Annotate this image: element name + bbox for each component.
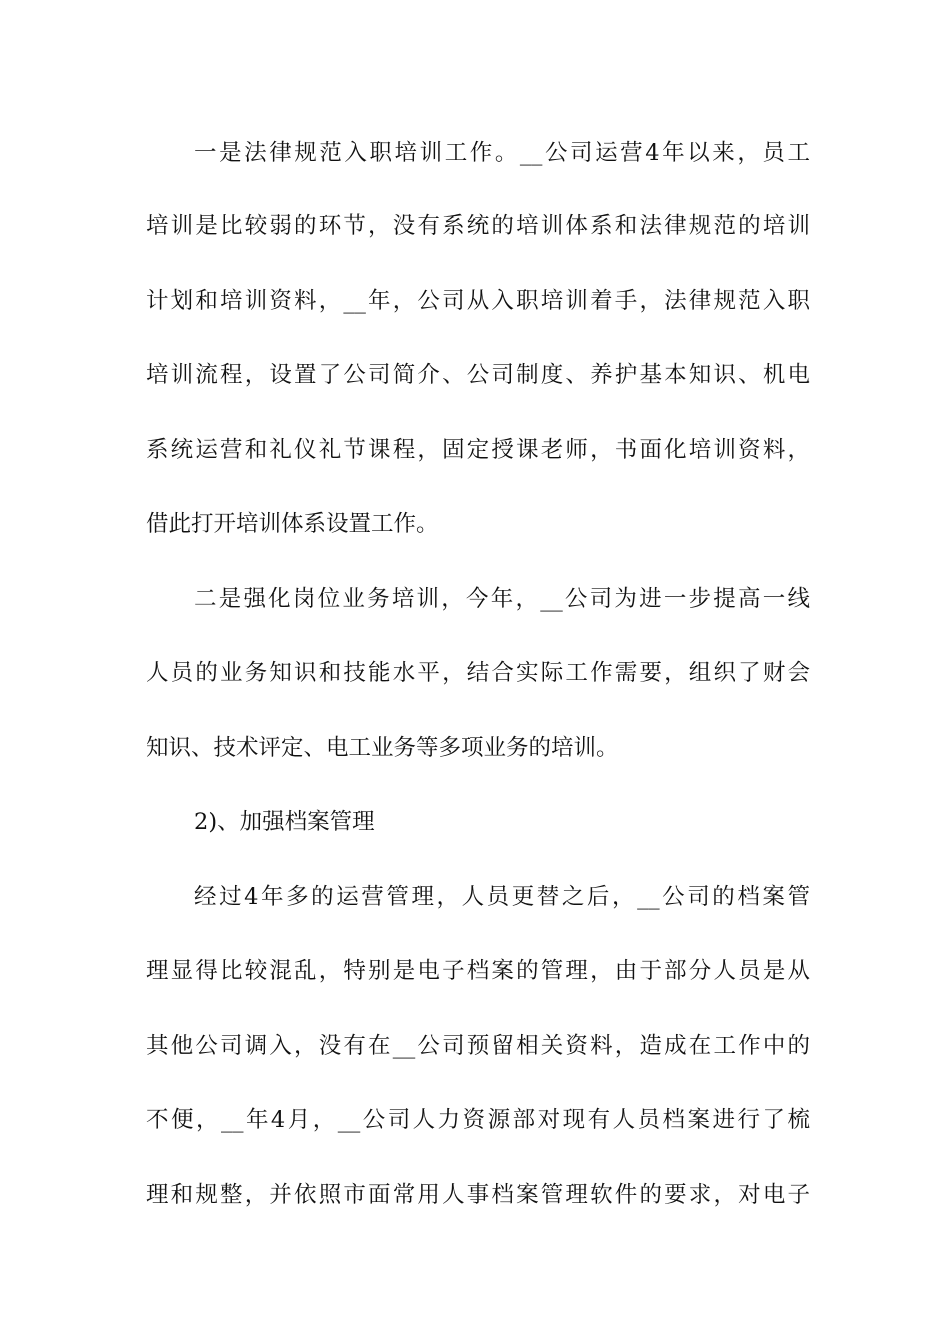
paragraph-1-line-2: 培训是比较弱的环节，没有系统的培训体系和法律规范的培训 [146,213,810,239]
paragraph-3-line-4: 不便，__年4月，__公司人力资源部对现有人员档案进行了梳 [146,1107,810,1133]
section-heading: 2)、加强档案管理 [194,809,375,835]
paragraph-3-line-1: 经过4年多的运营管理，人员更替之后，__公司的档案管 [194,884,810,910]
paragraph-3-line-5: 理和规整，并依照市面常用人事档案管理软件的要求，对电子 [146,1182,810,1208]
paragraph-2-line-1: 二是强化岗位业务培训，今年，__公司为进一步提高一线 [194,586,810,612]
paragraph-1-line-6: 借此打开培训体系设置工作。 [146,511,439,537]
paragraph-1-line-1: 一是法律规范入职培训工作。__公司运营4年以来，员工 [194,140,810,166]
paragraph-1-line-4: 培训流程，设置了公司简介、公司制度、养护基本知识、机电 [146,362,810,388]
paragraph-2-line-2: 人员的业务知识和技能水平，结合实际工作需要，组织了财会 [146,660,810,686]
paragraph-1-line-3: 计划和培训资料，__年，公司从入职培训着手，法律规范入职 [146,288,810,314]
paragraph-3-line-3: 其他公司调入，没有在__公司预留相关资料，造成在工作中的 [146,1033,810,1059]
paragraph-3-line-2: 理显得比较混乱，特别是电子档案的管理，由于部分人员是从 [146,958,810,984]
paragraph-2-line-3: 知识、技术评定、电工业务等多项业务的培训。 [146,735,619,761]
paragraph-1-line-5: 系统运营和礼仪礼节课程，固定授课老师，书面化培训资料， [146,437,810,463]
